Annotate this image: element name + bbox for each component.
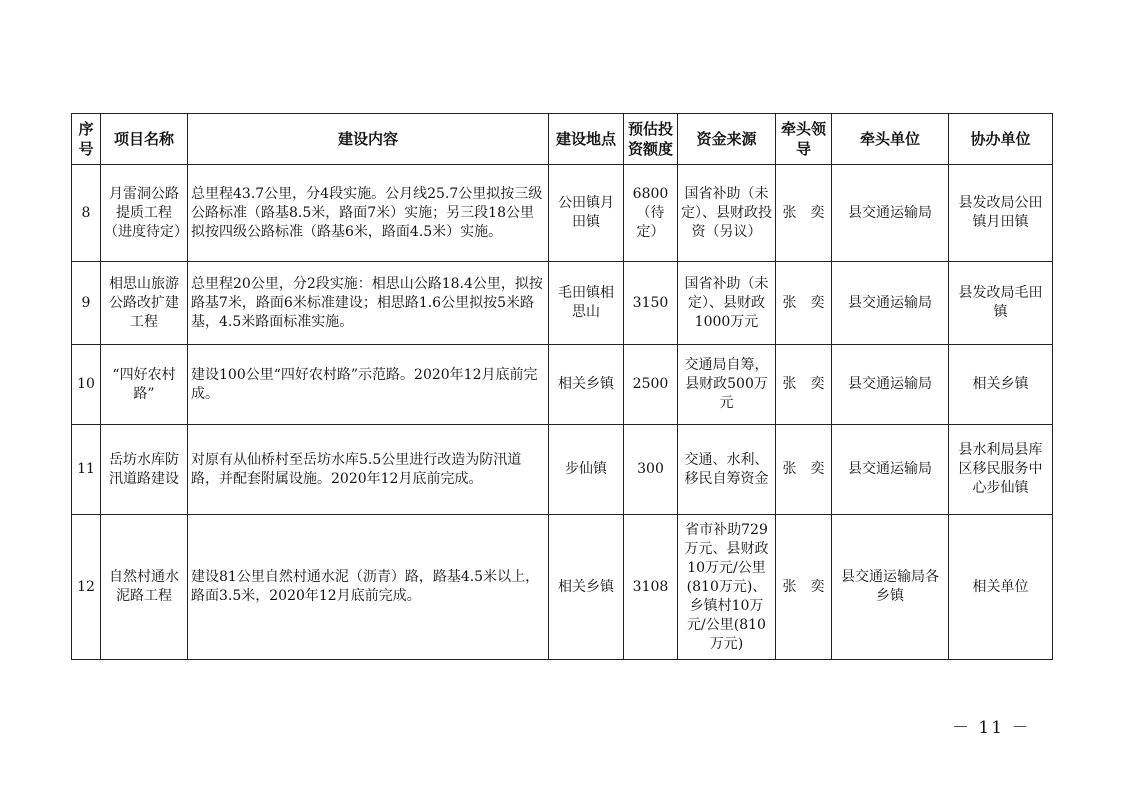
- table-row: [72, 262, 1053, 345]
- cell-no: 10: [72, 345, 101, 425]
- cell-assist-unit: 县水利局县库区移民服务中心步仙镇: [949, 425, 1053, 515]
- page-number: － 11 －: [952, 718, 1031, 738]
- cell-leader: 张 奕: [776, 515, 832, 660]
- cell-funding: 交通局自筹，县财政500万元: [678, 345, 776, 425]
- cell-funding: 国省补助（未定）、县财政1000万元: [678, 262, 776, 345]
- project-table: [71, 113, 1053, 660]
- cell-no: 9: [72, 262, 101, 345]
- table-row: [72, 345, 1053, 425]
- cell-content: 建设81公里自然村通水泥（沥青）路，路基4.5米以上，路面3.5米，2020年12月底前完成。: [188, 515, 549, 660]
- cell-lead-unit: 县交通运输局: [832, 425, 949, 515]
- cell-location: 步仙镇: [549, 425, 624, 515]
- cell-no: 11: [72, 425, 101, 515]
- header-cell-assist-unit: 协办单位: [949, 114, 1053, 165]
- cell-funding: 交通、水利、移民自筹资金: [678, 425, 776, 515]
- header-cell-location: 建设地点: [549, 114, 624, 165]
- table-row: [72, 425, 1053, 515]
- cell-leader: 张 奕: [776, 345, 832, 425]
- cell-location: 相关乡镇: [549, 515, 624, 660]
- cell-lead-unit: 县交通运输局: [832, 345, 949, 425]
- header-row: [72, 114, 1053, 165]
- cell-content: 总里程43.7公里，分4段实施。公月线25.7公里拟按三级公路标准（路基8.5米，路面7米）实施；另三段18公里拟按四级公路标准（路基6米，路面4.5米）实施。: [188, 165, 549, 262]
- cell-assist-unit: 相关单位: [949, 515, 1053, 660]
- cell-location: 相关乡镇: [549, 345, 624, 425]
- cell-content: 总里程20公里，分2段实施：相思山公路18.4公里，拟按路基7米，路面6米标准建设；相思路1.6公里拟按5米路基，4.5米路面标准实施。: [188, 262, 549, 345]
- header-cell-investment: 预估投资额度: [624, 114, 678, 165]
- cell-investment: 6800（待定）: [624, 165, 678, 262]
- header-cell-lead-unit: 牵头单位: [832, 114, 949, 165]
- cell-investment: 2500: [624, 345, 678, 425]
- cell-lead-unit: 县交通运输局各乡镇: [832, 515, 949, 660]
- header-cell-no: 序号: [72, 114, 101, 165]
- cell-leader: 张 奕: [776, 262, 832, 345]
- table-row: [72, 165, 1053, 262]
- cell-no: 12: [72, 515, 101, 660]
- cell-lead-unit: 县交通运输局: [832, 262, 949, 345]
- cell-location: 毛田镇相思山: [549, 262, 624, 345]
- cell-content: 建设100公里“四好农村路”示范路。2020年12月底前完成。: [188, 345, 549, 425]
- cell-name: “四好农村路”: [101, 345, 188, 425]
- cell-investment: 3108: [624, 515, 678, 660]
- cell-lead-unit: 县交通运输局: [832, 165, 949, 262]
- cell-leader: 张 奕: [776, 425, 832, 515]
- cell-funding: 省市补助729万元、县财政10万元/公里(810万元)、乡镇村10万元/公里(810万元): [678, 515, 776, 660]
- cell-name: 相思山旅游公路改扩建工程: [101, 262, 188, 345]
- cell-name: 月雷洞公路提质工程（进度待定）: [101, 165, 188, 262]
- table-row: [72, 515, 1053, 660]
- cell-assist-unit: 县发改局公田镇月田镇: [949, 165, 1053, 262]
- cell-investment: 3150: [624, 262, 678, 345]
- cell-name: 自然村通水泥路工程: [101, 515, 188, 660]
- cell-content: 对原有从仙桥村至岳坊水库5.5公里进行改造为防汛道路，并配套附属设施。2020年12月底前完成。: [188, 425, 549, 515]
- header-cell-leader: 牵头领导: [776, 114, 832, 165]
- cell-no: 8: [72, 165, 101, 262]
- cell-assist-unit: 县发改局毛田镇: [949, 262, 1053, 345]
- header-cell-content: 建设内容: [188, 114, 549, 165]
- cell-leader: 张 奕: [776, 165, 832, 262]
- header-cell-funding: 资金来源: [678, 114, 776, 165]
- cell-location: 公田镇月田镇: [549, 165, 624, 262]
- cell-investment: 300: [624, 425, 678, 515]
- cell-funding: 国省补助（未定）、县财政投资（另议）: [678, 165, 776, 262]
- header-cell-name: 项目名称: [101, 114, 188, 165]
- cell-name: 岳坊水库防汛道路建设: [101, 425, 188, 515]
- cell-assist-unit: 相关乡镇: [949, 345, 1053, 425]
